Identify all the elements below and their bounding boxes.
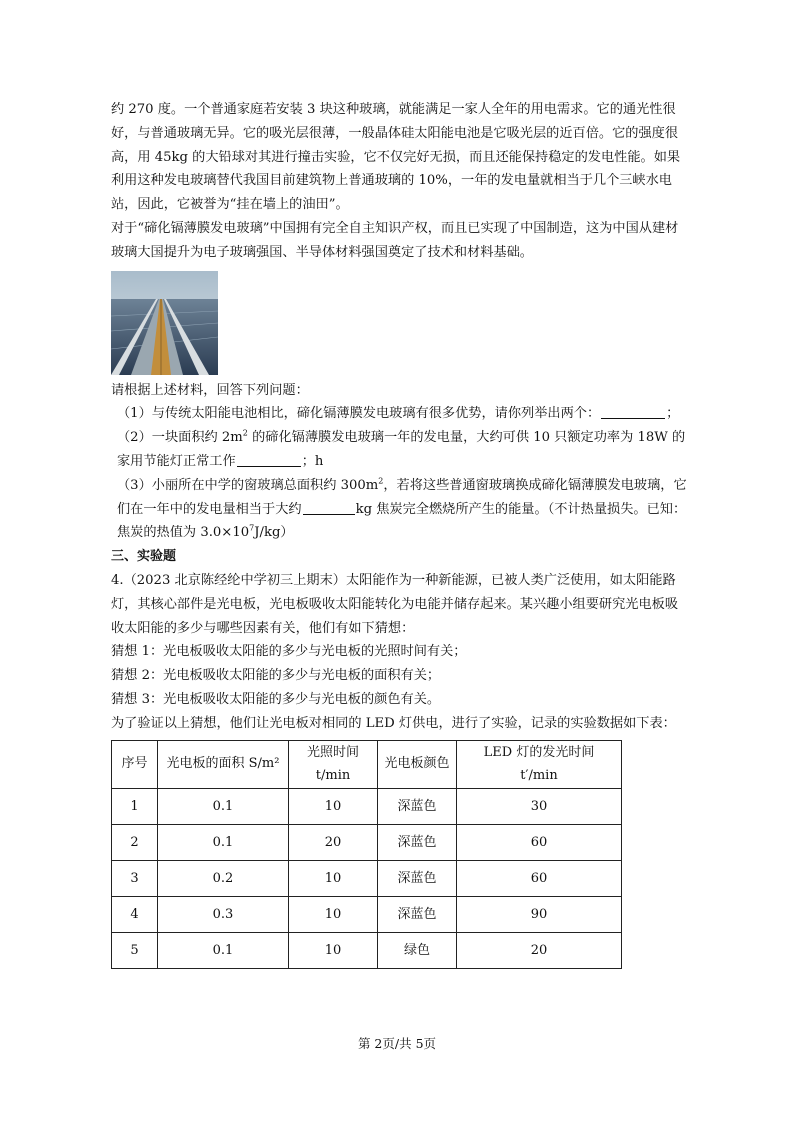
question-2 [111, 426, 691, 474]
table-header-row [112, 740, 622, 789]
question-3-text-c: kg 焦炭完全燃烧所产生的能量。（不计热量损失。已知：焦炭的热值为 3.0×10 [117, 501, 687, 541]
header-light-time: 光照时间 t/min [289, 740, 378, 789]
cell-color: 深蓝色 [378, 861, 457, 897]
page-footer: 第 2页/共 5页 [357, 1036, 437, 1051]
cell-index: 5 [112, 933, 158, 969]
guess-3: 猜想 3：光电板吸收太阳能的多少与光电板的颜色有关。 [111, 691, 441, 707]
question-1-end: ； [666, 406, 680, 422]
answer-blank-3[interactable] [303, 500, 355, 515]
cell-area: 0.1 [158, 789, 289, 825]
cell-index: 3 [112, 861, 158, 897]
cell-area: 0.1 [158, 933, 289, 969]
paragraph-material: 约 270 度。一个普通家庭若安装 3 块这种玻璃，就能满足一家人全年的用电需求。它的通光性很好，与普通玻璃无异。它的吸光层很薄，一般晶体硅太阳能电池是它吸光层的近百倍。它的强度很高，用 45kg 的大铅球对其进行撞击实验，它不仅完好无损，而且还能保持稳定的发电性能。如果利用这种发电玻璃替代我国目前建筑物上普通玻璃的 10%，一年的发电量就相当于几个三峡水电站，因此，它被誉为“挂在墙上的油田”。 [111, 102, 681, 213]
cell-color: 深蓝色 [378, 897, 457, 933]
cell-led-time: 20 [457, 933, 622, 969]
header-index: 序号 [112, 740, 158, 789]
question-1 [111, 402, 691, 426]
cell-led-time: 60 [457, 825, 622, 861]
solar-glass-photo [111, 271, 218, 375]
question-2-text-b: 的碲化镉薄膜发电玻璃一年的发电量，大约可供 10 只额定功率为 18W 的家用节能灯正常工作 [117, 430, 686, 469]
cell-color: 绿色 [378, 933, 457, 969]
cell-index: 1 [112, 789, 158, 825]
answer-blank-2[interactable] [237, 452, 301, 467]
experiment-table [111, 740, 622, 970]
guess-2: 猜想 2：光电板吸收太阳能的多少与光电板的面积有关； [111, 668, 441, 684]
question-3-text-d: J/kg） [254, 525, 294, 541]
section-title: 三、实验题 [111, 549, 177, 565]
question-3-text-b: ，若将这些普通窗玻璃换成碲化镉薄膜发电玻璃，它们在一年中的发电量相当于大约 [117, 477, 687, 517]
cell-color: 深蓝色 [378, 825, 457, 861]
cell-led-time: 60 [457, 861, 622, 897]
header-led-time: LED 灯的发光时间 t′/min [457, 740, 622, 789]
guess-1: 猜想 1：光电板吸收太阳能的多少与光电板的光照时间有关； [111, 644, 467, 660]
cell-index: 4 [112, 897, 158, 933]
cell-light-time: 10 [289, 861, 378, 897]
cell-light-time: 20 [289, 825, 378, 861]
table-lead: 为了验证以上猜想，他们让光电板对相同的 LED 灯供电，进行了实验，记录的实验数据如下表： [111, 715, 676, 731]
table-row [112, 897, 622, 933]
questions-intro: 请根据上述材料，回答下列问题： [111, 382, 309, 398]
question-2-end: ；h [301, 453, 324, 469]
table-row [112, 789, 622, 825]
answer-blank-1[interactable] [601, 404, 665, 419]
cell-light-time: 10 [289, 789, 378, 825]
question-3 [111, 474, 691, 545]
question-3-text-a: （3）小丽所在中学的窗玻璃总面积约 300m [117, 477, 379, 493]
header-color: 光电板颜色 [378, 740, 457, 789]
cell-area: 0.3 [158, 897, 289, 933]
paragraph-conclusion: 对于“碲化镉薄膜发电玻璃”中国拥有完全自主知识产权，而且已实现了中国制造，这为中国从建材玻璃大国提升为电子玻璃强国、半导体材料强国奠定了技术和材料基础。 [111, 220, 679, 260]
question-3-exponent: 7 [249, 523, 255, 533]
question-3-superscript: 2 [378, 476, 384, 486]
table-row [112, 825, 622, 861]
table-row [112, 861, 622, 897]
question-4: 4.（2023 北京陈经纶中学初三上期末）太阳能作为一种新能源，已被人类广泛使用，如太阳能路灯，其核心部件是光电板，光电板吸收太阳能转化为电能并储存起来。某兴趣小组要研究光电板吸收太阳能的多少与哪些因素有关，他们有如下猜想： [111, 572, 679, 636]
cell-color: 深蓝色 [378, 789, 457, 825]
question-2-text-a: （2）一块面积约 2m [117, 430, 243, 446]
cell-led-time: 90 [457, 897, 622, 933]
cell-area: 0.1 [158, 825, 289, 861]
header-area: 光电板的面积 S/m² [158, 740, 289, 789]
question-2-superscript: 2 [242, 428, 248, 438]
cell-light-time: 10 [289, 897, 378, 933]
question-1-text: （1）与传统太阳能电池相比，碲化镉薄膜发电玻璃有很多优势，请你列举出两个： [117, 406, 601, 422]
cell-index: 2 [112, 825, 158, 861]
page-content [111, 98, 691, 969]
cell-light-time: 10 [289, 933, 378, 969]
cell-area: 0.2 [158, 861, 289, 897]
cell-led-time: 30 [457, 789, 622, 825]
table-row [112, 933, 622, 969]
